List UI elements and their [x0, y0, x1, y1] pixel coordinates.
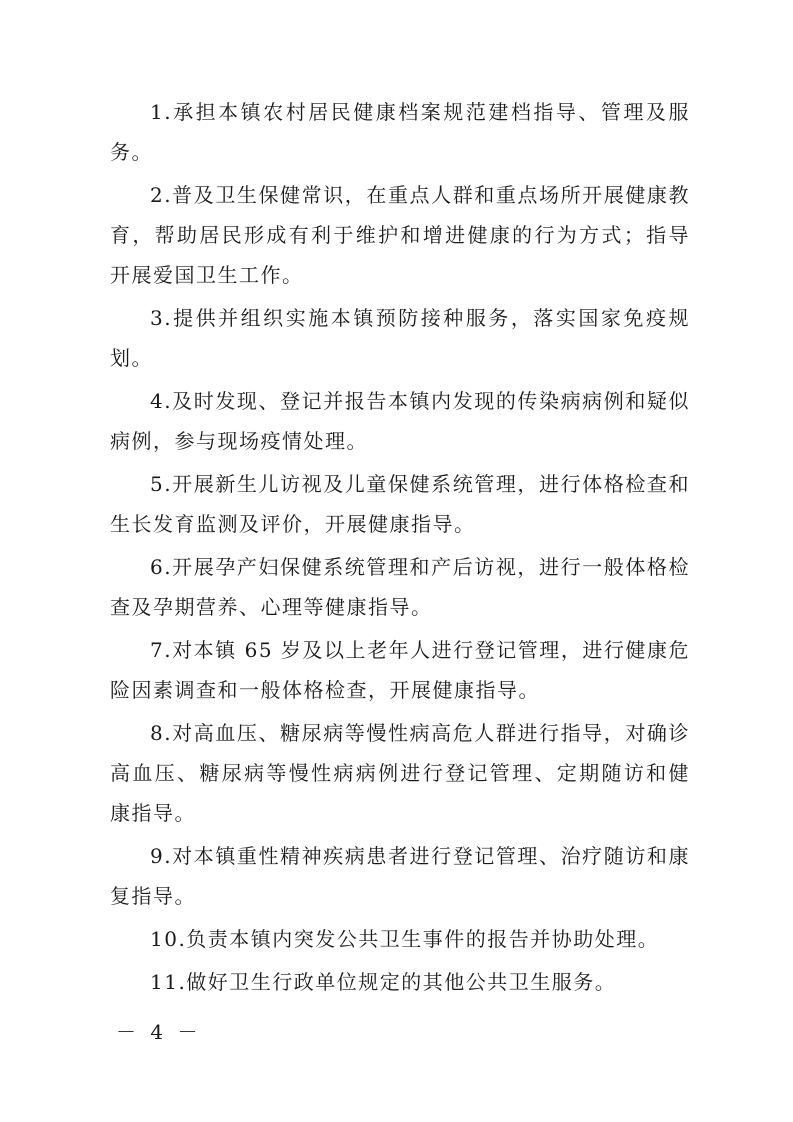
- paragraph-2: 2.普及卫生保健常识，在重点人群和重点场所开展健康教育，帮助居民形成有利于维护和增进健康的行为方式；指导开展爱国卫生工作。: [110, 183, 690, 287]
- paragraph-7: 7.对本镇 65 岁及以上老年人进行登记管理，进行健康危险因素调查和一般体格检查，开展健康指导。: [110, 638, 690, 702]
- paragraph-1: 1.承担本镇农村居民健康档案规范建档指导、管理及服务。: [110, 100, 690, 164]
- paragraph-8: 8.对高血压、糖尿病等慢性病高危人群进行指导，对确诊高血压、糖尿病等慢性病病例进行登记管理、定期随访和健康指导。: [110, 721, 690, 825]
- paragraph-11: 11.做好卫生行政单位规定的其他公共卫生服务。: [150, 970, 617, 994]
- paragraph-9: 9.对本镇重性精神疾病患者进行登记管理、治疗随访和康复指导。: [110, 844, 690, 908]
- document-body: [110, 92, 690, 1005]
- page-number: － 4 －: [116, 1020, 202, 1044]
- paragraph-10: 10.负责本镇内突发公共卫生事件的报告并协助处理。: [150, 927, 660, 951]
- paragraph-6: 6.开展孕产妇保健系统管理和产后访视，进行一般体格检查及孕期营养、心理等健康指导。: [110, 555, 690, 619]
- paragraph-3: 3.提供并组织实施本镇预防接种服务，落实国家免疫规划。: [110, 306, 690, 370]
- paragraph-4: 4.及时发现、登记并报告本镇内发现的传染病病例和疑似病例，参与现场疫情处理。: [110, 389, 690, 453]
- paragraph-5: 5.开展新生儿访视及儿童保健系统管理，进行体格检查和生长发育监测及评价，开展健康指导。: [110, 472, 690, 536]
